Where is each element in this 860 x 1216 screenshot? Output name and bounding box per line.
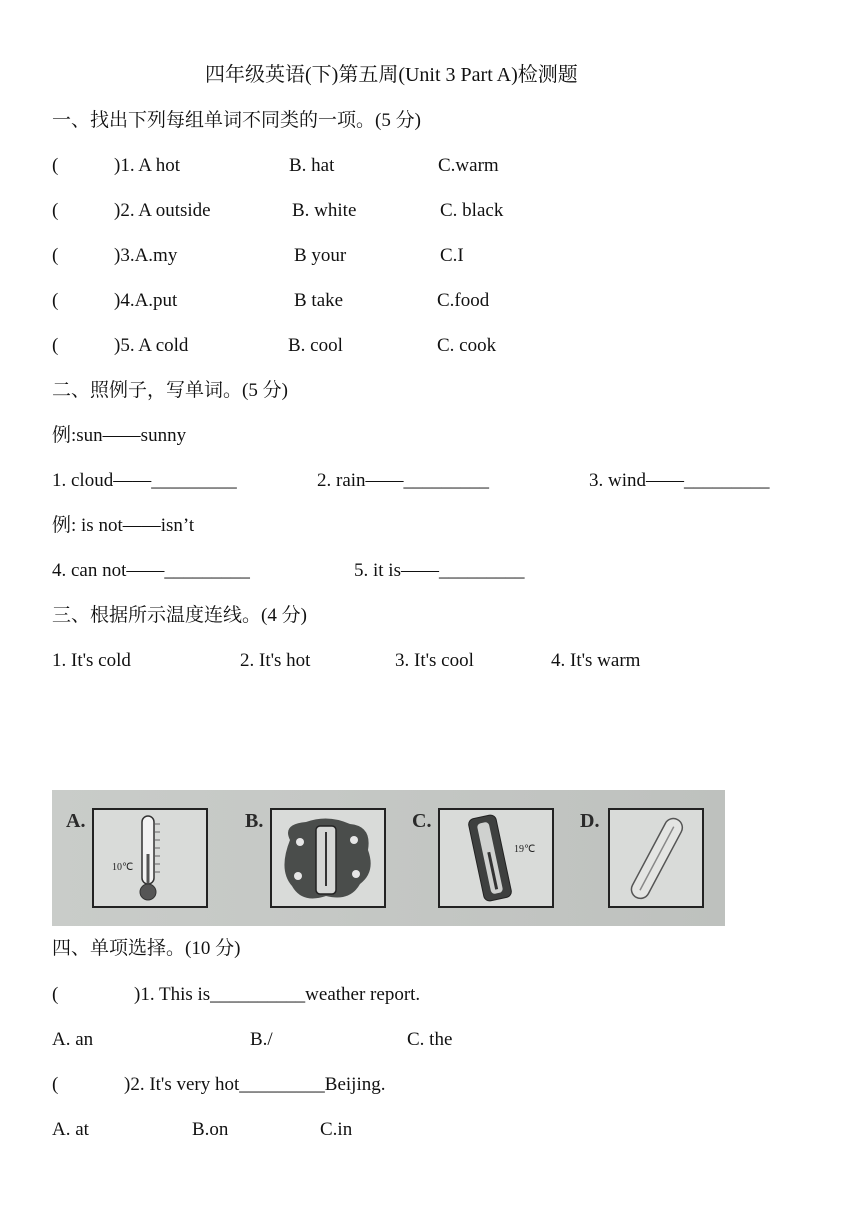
item-option-b: B. cool	[288, 335, 343, 356]
match-item[interactable]: 1. It's cold	[52, 650, 131, 671]
example-line: 例: is not——isn’t	[52, 515, 195, 536]
item-option-a: )4.A.put	[114, 290, 178, 311]
item-option-a: )5. A cold	[114, 335, 189, 356]
answer-paren[interactable]: (	[52, 200, 59, 221]
item-option-c: C.I	[440, 245, 464, 266]
item-option-b: B take	[294, 290, 344, 311]
choice-option[interactable]: C.in	[320, 1119, 353, 1140]
choice-option[interactable]: B./	[250, 1029, 273, 1050]
thermometer-icon	[94, 810, 206, 906]
choice-option[interactable]: A. an	[52, 1029, 94, 1050]
page-title: 四年级英语(下)第五周(Unit 3 Part A)检测题	[205, 64, 578, 86]
example-line: 例:sun——sunny	[52, 425, 187, 446]
fill-blank-item[interactable]: 1. cloud——_________	[52, 470, 237, 491]
temperature-reading: 19℃	[514, 844, 536, 855]
item-option-a: )2. A outside	[114, 200, 211, 221]
section2-heading: 二、照例子，写单词。(5 分)	[52, 380, 288, 401]
thermometer-c-box[interactable]	[438, 808, 554, 908]
answer-paren[interactable]: (	[52, 155, 59, 176]
answer-paren[interactable]: (	[52, 1074, 59, 1095]
item-option-b: B. hat	[289, 155, 335, 176]
answer-paren[interactable]: (	[52, 335, 59, 356]
section3-heading: 三、根据所示温度连线。(4 分)	[52, 605, 307, 626]
match-item[interactable]: 3. It's cool	[395, 650, 474, 671]
fill-blank-item[interactable]: 5. it is——_________	[354, 560, 525, 581]
answer-paren[interactable]: (	[52, 245, 59, 266]
choice-option[interactable]: B.on	[192, 1119, 229, 1140]
choice-option[interactable]: C. the	[407, 1029, 453, 1050]
thermometer-icon	[440, 810, 552, 906]
item-option-b: B. white	[292, 200, 357, 221]
thermometer-icon	[610, 810, 702, 906]
section4-heading: 四、单项选择。(10 分)	[52, 938, 241, 959]
item-option-c: C. cook	[437, 335, 497, 356]
picture-label: B.	[245, 810, 264, 832]
answer-paren[interactable]: (	[52, 984, 59, 1005]
fill-blank-item[interactable]: 3. wind——_________	[589, 470, 770, 491]
fill-blank-item[interactable]: 4. can not——_________	[52, 560, 250, 581]
snowflake-thermometer-icon	[272, 810, 384, 906]
choice-option[interactable]: A. at	[52, 1119, 89, 1140]
section1-heading: 一、找出下列每组单词不同类的一项。(5 分)	[52, 110, 421, 131]
answer-paren[interactable]: (	[52, 290, 59, 311]
thermometer-b-box[interactable]	[270, 808, 386, 908]
item-option-a: )3.A.my	[114, 245, 178, 266]
question-stem: )1. This is__________weather report.	[134, 984, 421, 1005]
item-option-b: B your	[294, 245, 347, 266]
temperature-reading: 10℃	[112, 862, 134, 873]
thermometer-picture-strip	[52, 790, 725, 926]
match-item[interactable]: 4. It's warm	[551, 650, 641, 671]
picture-label: D.	[580, 810, 600, 832]
item-option-c: C.food	[437, 290, 490, 311]
item-option-c: C. black	[440, 200, 504, 221]
match-item[interactable]: 2. It's hot	[240, 650, 311, 671]
picture-label: C.	[412, 810, 432, 832]
item-option-c: C.warm	[438, 155, 499, 176]
fill-blank-item[interactable]: 2. rain——_________	[317, 470, 490, 491]
thermometer-a-box[interactable]	[92, 808, 208, 908]
question-stem: )2. It's very hot_________Beijing.	[124, 1074, 386, 1095]
thermometer-d-box[interactable]	[608, 808, 704, 908]
item-option-a: )1. A hot	[114, 155, 180, 176]
picture-label: A.	[66, 810, 86, 832]
